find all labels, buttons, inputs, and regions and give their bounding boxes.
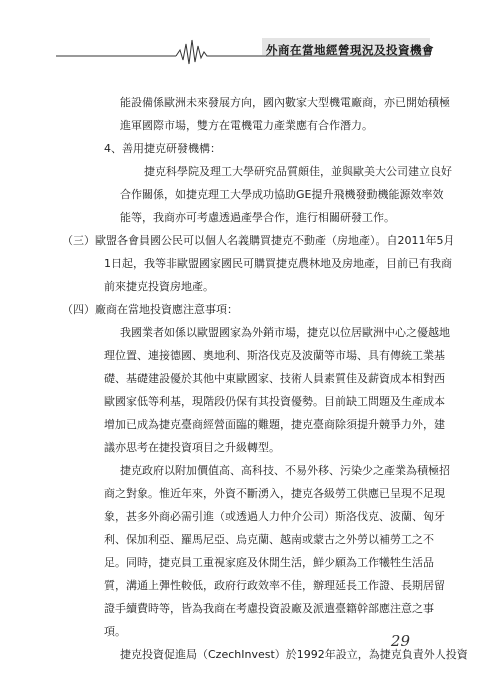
header-title: 外商在當地經營現況及投資機會 [266,43,434,57]
text-line: 進軍國際市場，雙方在電機電力產業應有合作潛力。 [120,119,373,132]
text-line: 理位置、連接德國、奧地利、斯洛伐克及波蘭等市場、具有傳統工業基 [104,349,445,362]
text-line: 商之對象。惟近年來，外資不斷湧入，捷克各級勞工供應已呈現不足現 [104,487,445,500]
text-line: 捷克政府以附加價值高、高科技、不易外移、污染少之產業為積極招 [120,464,450,477]
text-line: 質，溝通上彈性較低，政府行政效率不佳，辦理延長工作證、長期居留 [104,579,445,592]
text-line: 增加已成為捷克臺商經營面臨的難題，捷克臺商除須提升競爭力外，建 [104,418,445,431]
text-line: 足。同時，捷克員工重視家庭及休閒生活，鮮少願為工作犧牲生活品 [104,556,434,569]
text-line: 礎、基礎建設優於其他中東歐國家、技術人員素質佳及薪資成本相對西 [104,372,445,385]
text-line: 歐國家低等利基，現階段仍保有其投資優勢。目前缺工問題及生產成本 [104,395,445,408]
text-line: 捷克投資促進局（CzechInvest）於1992年設立，為捷克負責外人投資 [120,648,468,661]
page-header [0,0,480,70]
text-line: 證手續費時等，皆為我商在考慮投資設廠及派遣臺籍幹部應注意之事 [104,602,434,615]
text-line: 4、善用捷克研發機構： [104,142,221,155]
text-line: 議亦思考在捷投資項目之升級轉型。 [104,441,280,454]
text-line: 捷克科學院及理工大學研究品質頗佳，並與歐美大公司建立良好 [144,165,452,178]
text-line: 能等，我商亦可考慮透過產學合作，進行相關研發工作。 [120,211,395,224]
page-number: 29 [390,632,410,650]
text-line: 象，甚多外商必需引進（或透過人力仲介公司）斯洛伐克、波蘭、匈牙 [104,510,445,523]
text-line: 項。 [104,625,126,638]
text-line: （四）廠商在當地投資應注意事項： [62,303,238,316]
text-line: 1日起，我等非歐盟國家國民可購買捷克農林地及房地產，目前已有我商 [104,257,452,270]
header-waveform-icon [0,0,480,70]
text-line: 能設備係歐洲未來發展方向，國內數家大型機電廠商，亦已開始積極 [120,96,450,109]
text-line: 我國業者如係以歐盟國家為外銷市場，捷克以位居歐洲中心之優越地 [120,326,450,339]
text-line: 利、保加利亞、羅馬尼亞、烏克蘭、越南或蒙古之外勞以補勞工之不 [104,533,434,546]
text-line: 前來捷克投資房地產。 [104,280,214,293]
text-line: （三）歐盟各會員國公民可以個人名義購買捷克不動產（房地產）。自2011年5月 [62,234,455,247]
text-line: 合作關係，如捷克理工大學成功協助GE提升飛機發動機能源效率效 [120,188,444,201]
